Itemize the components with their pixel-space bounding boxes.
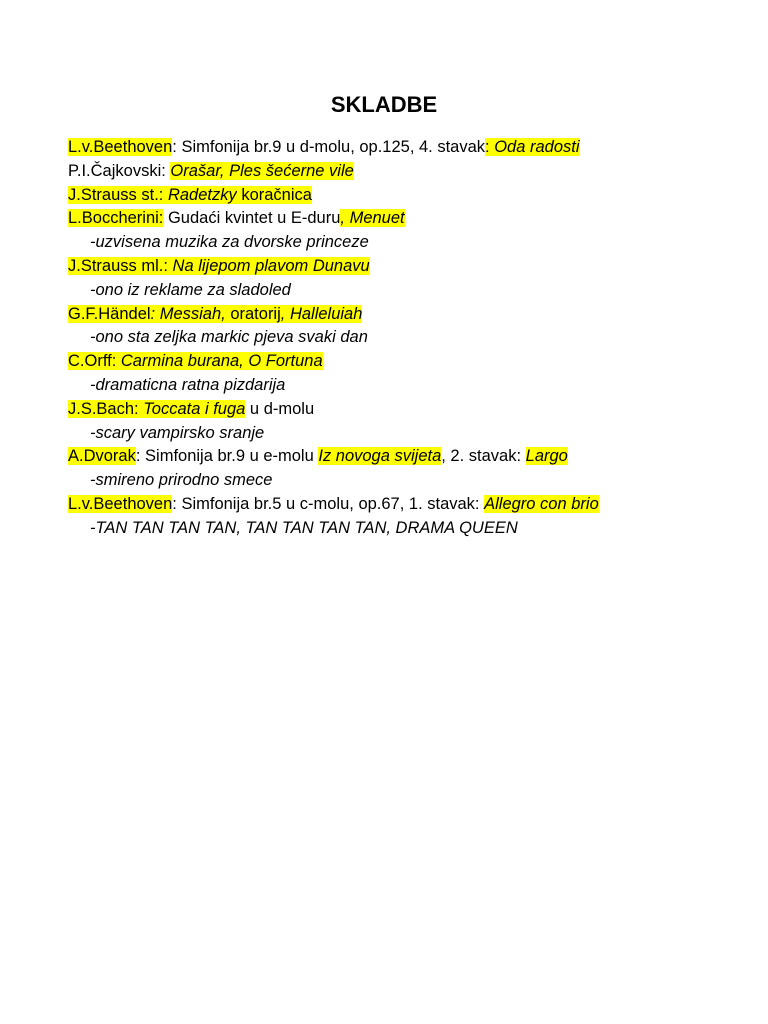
entry-segment: Toccata i fuga [143,399,246,418]
composition-note: -scary vampirsko sranje [90,423,265,442]
entry-segment: Gudaći kvintet u E-duru [163,209,341,228]
composition-entry [68,445,758,469]
entry-segment: C.Orff: [68,352,121,371]
composition-entry [68,303,758,327]
entry-segment: Carmina burana, O Fortuna [120,352,323,371]
entry-segment: Allegro con brio [484,494,599,513]
composition-entry [68,207,758,231]
composition-entry [68,398,758,422]
composition-entry [68,184,758,208]
entry-segment: L.Boccherini: [68,209,164,228]
entry-segment: J.S.Bach: [68,399,144,418]
composition-note: -uzvisena muzika za dvorske princeze [90,233,369,252]
entry-segment: , 2. stavak: [441,447,526,466]
composition-entry [68,493,758,517]
entry-segment: : Simfonija br.9 u d-molu, op.125, 4. stavak [172,138,486,156]
composition-entry [68,255,758,279]
entry-segment: L.v.Beethoven [68,138,173,156]
composition-note: -smireno prirodno smece [90,471,273,490]
composition-list [68,136,758,541]
entry-segment: L.v.Beethoven [68,494,173,513]
entry-segment: J.Strauss ml.: [68,256,173,275]
entry-segment: J.Strauss st.: [68,185,168,204]
entry-segment: Oda radosti [494,138,580,156]
composition-note: -TAN TAN TAN TAN, TAN TAN TAN TAN, DRAMA QUEEN [90,518,518,537]
entry-segment: Na lijepom plavom Dunavu [172,256,370,275]
composition-note: -ono iz reklame za sladoled [90,280,291,299]
composition-note: -dramaticna ratna pizdarija [90,375,286,394]
entry-segment: : Simfonija br.9 u e-molu [135,447,319,466]
entry-segment: Orašar, Ples šećerne vile [170,161,354,180]
document-title: SKLADBE [330,92,438,117]
entry-segment: koračnica [236,185,312,204]
entry-segment: oratorij [225,304,281,323]
entry-segment: Largo [525,447,568,466]
composition-note: -ono sta zeljka markic pjeva svaki dan [90,328,368,347]
entry-segment: , Menuet [340,209,405,228]
entry-segment: Iz novoga svijeta [318,447,442,466]
entry-segment: , Halleluiah [280,304,363,323]
entry-segment: Radetzky [167,185,237,204]
composition-entry [68,136,758,160]
entry-segment: u d-molu [245,399,315,418]
composition-entry [68,350,758,374]
entry-segment: A.Dvorak [68,447,136,466]
entry-segment: P.I.Čajkovski: [68,161,171,180]
entry-segment: : [485,138,495,156]
entry-segment: G.F.Händel [68,304,151,323]
entry-segment: : Messiah, [150,304,226,323]
composition-entry [68,160,758,184]
entry-segment: : Simfonija br.5 u c-molu, op.67, 1. stavak: [172,494,485,513]
